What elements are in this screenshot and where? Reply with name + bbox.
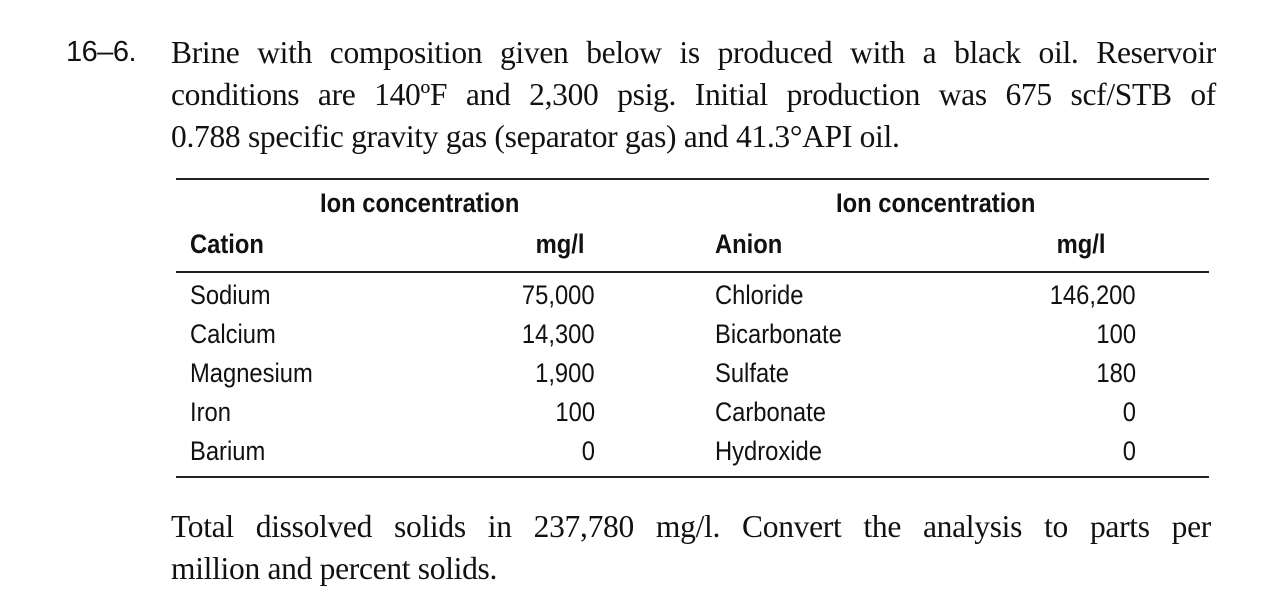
problem-statement-line: conditions are 140ºF and 2,300 psig. Initial production was 675 scf/STB of bbox=[171, 77, 1216, 112]
cation-column-header: Cation bbox=[190, 229, 264, 259]
table-row bbox=[0, 436, 1282, 475]
problem-question-line: Total dissolved solids in 237,780 mg/l. Convert the analysis to parts per bbox=[171, 509, 1211, 544]
cation-value: 1,900 bbox=[535, 358, 595, 388]
problem-statement-line: 0.788 specific gravity gas (separator gas) and 41.3°API oil. bbox=[171, 119, 900, 154]
cation-value: 14,300 bbox=[522, 319, 595, 349]
cation-value: 75,000 bbox=[522, 280, 595, 310]
cation-name: Sodium bbox=[190, 280, 271, 310]
cation-value: 100 bbox=[555, 397, 595, 427]
anion-group-header: Ion concentration bbox=[836, 188, 1036, 218]
table-row bbox=[0, 358, 1282, 397]
cation-value: 0 bbox=[581, 436, 595, 466]
anion-value: 0 bbox=[1122, 436, 1136, 466]
anion-value: 0 bbox=[1122, 397, 1136, 427]
problem-statement-line: Brine with composition given below is produced with a black oil. Reservoir bbox=[171, 35, 1216, 70]
cation-name: Magnesium bbox=[190, 358, 313, 388]
anion-name: Chloride bbox=[715, 280, 804, 310]
table-top-rule bbox=[176, 178, 1209, 180]
anion-name: Sulfate bbox=[715, 358, 789, 388]
problem-number: 16–6. bbox=[66, 36, 137, 68]
anion-name: Bicarbonate bbox=[715, 319, 842, 349]
table-header-rule bbox=[176, 271, 1209, 273]
anion-value: 180 bbox=[1096, 358, 1136, 388]
table-bottom-rule bbox=[176, 476, 1209, 478]
table-row bbox=[0, 397, 1282, 436]
table-row bbox=[0, 280, 1282, 319]
anion-value: 100 bbox=[1096, 319, 1136, 349]
anion-unit-header: mg/l bbox=[1057, 229, 1106, 259]
anion-name: Hydroxide bbox=[715, 436, 822, 466]
table-row bbox=[0, 319, 1282, 358]
cation-group-header: Ion concentration bbox=[320, 188, 520, 218]
cation-name: Iron bbox=[190, 397, 231, 427]
problem-question-line: million and percent solids. bbox=[171, 551, 498, 586]
cation-name: Barium bbox=[190, 436, 266, 466]
cation-name: Calcium bbox=[190, 319, 276, 349]
problem-question bbox=[171, 506, 1211, 590]
anion-name: Carbonate bbox=[715, 397, 826, 427]
problem-statement bbox=[171, 32, 1216, 158]
anion-column-header: Anion bbox=[715, 229, 783, 259]
cation-unit-header: mg/l bbox=[536, 229, 585, 259]
anion-value: 146,200 bbox=[1050, 280, 1136, 310]
